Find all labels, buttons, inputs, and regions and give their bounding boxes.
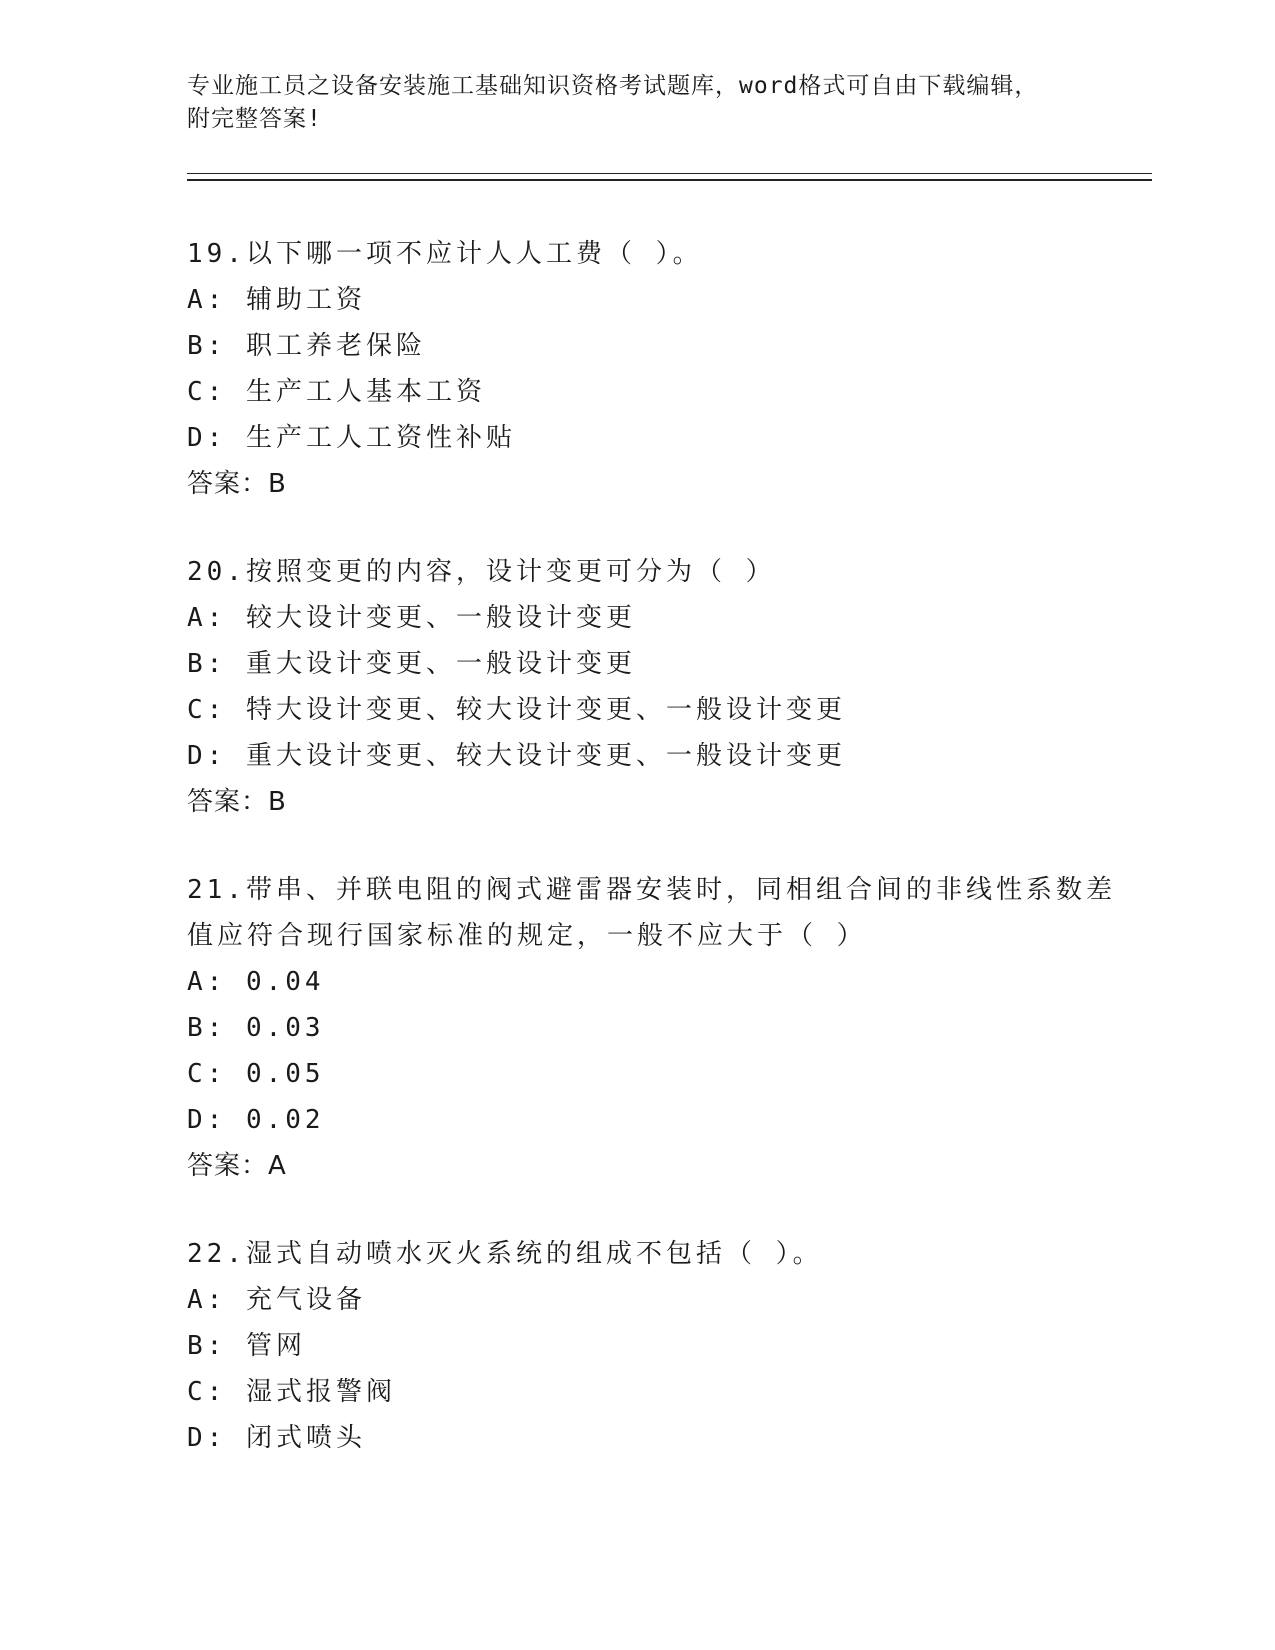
option-b: B: 管网 bbox=[187, 1331, 306, 1361]
option-c: C: 0.05 bbox=[187, 1059, 325, 1089]
question-list bbox=[187, 231, 1147, 1461]
question-stem-line-1: 21.带串、并联电阻的阀式避雷器安装时，同相组合间的非线性系数差 bbox=[187, 875, 1116, 905]
question-item bbox=[187, 867, 1147, 1189]
option-b: B: 重大设计变更、一般设计变更 bbox=[187, 649, 636, 679]
question-stem-line-2: 值应符合现行国家标准的规定，一般不应大于（ ） bbox=[187, 921, 867, 951]
question-item bbox=[187, 231, 1147, 507]
option-a: A: 较大设计变更、一般设计变更 bbox=[187, 603, 636, 633]
option-a: A: 辅助工资 bbox=[187, 285, 366, 315]
option-c: C: 湿式报警阀 bbox=[187, 1377, 396, 1407]
option-a: A: 0.04 bbox=[187, 967, 325, 997]
question-item bbox=[187, 549, 1147, 825]
answer-text: 答案：B bbox=[187, 469, 287, 499]
option-b: B: 0.03 bbox=[187, 1013, 325, 1043]
document-page bbox=[187, 70, 1147, 1503]
answer-text: 答案：A bbox=[187, 1151, 287, 1181]
option-a: A: 充气设备 bbox=[187, 1285, 366, 1315]
option-d: D: 0.02 bbox=[187, 1105, 325, 1135]
question-item bbox=[187, 1231, 1147, 1461]
option-d: D: 闭式喷头 bbox=[187, 1423, 366, 1453]
question-stem: 20.按照变更的内容，设计变更可分为（ ） bbox=[187, 557, 776, 587]
option-d: D: 重大设计变更、较大设计变更、一般设计变更 bbox=[187, 741, 846, 771]
header-divider bbox=[187, 173, 1152, 181]
question-stem: 19.以下哪一项不应计人人工费（ ）。 bbox=[187, 239, 703, 269]
option-d: D: 生产工人工资性补贴 bbox=[187, 423, 516, 453]
option-c: C: 特大设计变更、较大设计变更、一般设计变更 bbox=[187, 695, 846, 725]
document-header-line-1: 专业施工员之设备安装施工基础知识资格考试题库，word格式可自由下载编辑， bbox=[187, 73, 1039, 99]
question-stem: 22.湿式自动喷水灭火系统的组成不包括（ ）。 bbox=[187, 1239, 823, 1269]
option-b: B: 职工养老保险 bbox=[187, 331, 426, 361]
document-header-line-2: 附完整答案! bbox=[187, 106, 322, 132]
answer-text: 答案：B bbox=[187, 787, 287, 817]
option-c: C: 生产工人基本工资 bbox=[187, 377, 486, 407]
